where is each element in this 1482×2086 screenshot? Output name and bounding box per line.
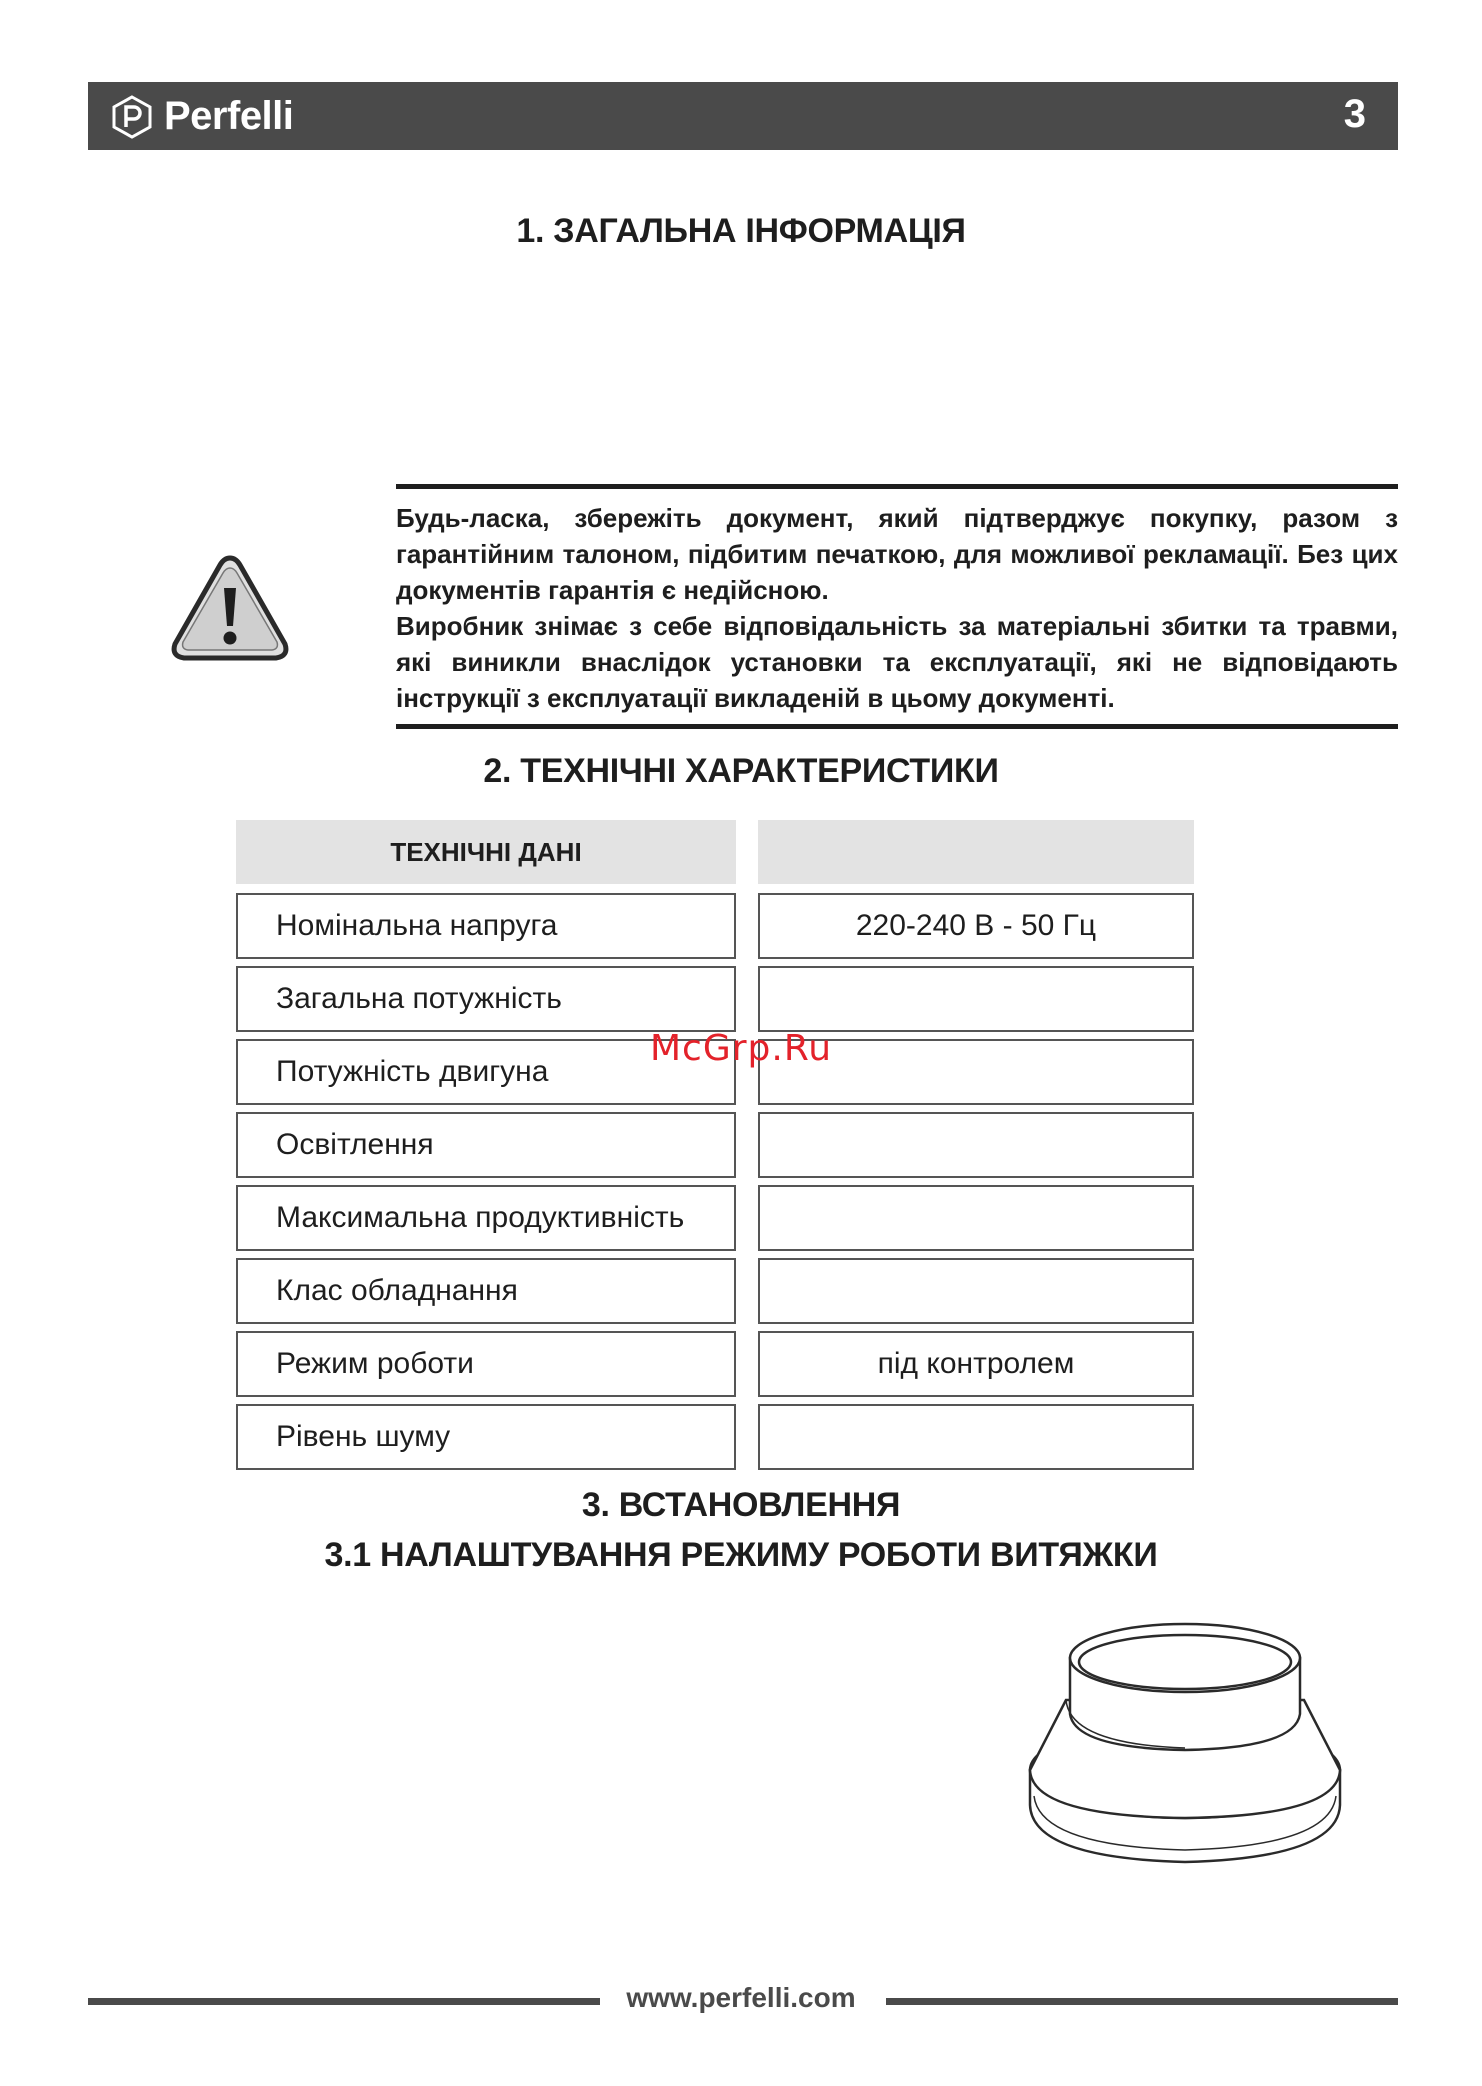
table-row — [236, 893, 1194, 959]
notice-top-rule — [396, 484, 1398, 489]
table-row — [236, 1112, 1194, 1178]
duct-adapter-illustration — [1020, 1620, 1350, 1870]
spec-label: Клас обладнання — [236, 1258, 736, 1324]
footer-rule-right — [886, 1998, 1398, 2005]
brand-logo — [110, 94, 293, 139]
table-row — [236, 1185, 1194, 1251]
notice-bottom-rule — [396, 724, 1398, 729]
notice-paragraph-2: Виробник знімає з себе відповідальність за матеріальні збитки та травми, які виникли внаслідок установки та експлуатації, які не відповідають інструкції з експлуатації викладеній в цьому документі. — [396, 611, 1398, 713]
table-row — [236, 1404, 1194, 1470]
spec-value: 220-240 В - 50 Гц — [758, 893, 1194, 959]
spec-value — [758, 1112, 1194, 1178]
table-row — [236, 1258, 1194, 1324]
notice-paragraph-1: Будь-ласка, збережіть документ, який підтверджує покупку, разом з гарантійним талоном, підбитим печаткою, для можливої рекламації. Без цих документів гарантія є недійсною. — [396, 503, 1398, 605]
spec-table-header-right — [758, 820, 1194, 884]
section1-title: 1. ЗАГАЛЬНА ІНФОРМАЦІЯ — [516, 212, 966, 250]
spec-table-header-left: ТЕХНІЧНІ ДАНІ — [236, 820, 736, 884]
perfelli-logo-icon — [110, 95, 154, 139]
header-bar — [88, 82, 1398, 150]
footer-url[interactable]: www.perfelli.com — [626, 1982, 856, 2013]
notice-text — [396, 500, 1398, 716]
spec-label: Режим роботи — [236, 1331, 736, 1397]
table-row — [236, 1331, 1194, 1397]
spec-value — [758, 1185, 1194, 1251]
watermark: McGrp.Ru — [650, 1028, 833, 1069]
table-row — [236, 966, 1194, 1032]
section2-title: 2. ТЕХНІЧНІ ХАРАКТЕРИСТИКИ — [483, 752, 999, 790]
warning-icon — [168, 552, 292, 664]
section3-title: 3. ВСТАНОВЛЕННЯ — [581, 1486, 901, 1524]
spec-label: Загальна потужність — [236, 966, 736, 1032]
spec-label: Максимальна продуктивність — [236, 1185, 736, 1251]
spec-value — [758, 966, 1194, 1032]
section3-subtitle: 3.1 НАЛАШТУВАННЯ РЕЖИМУ РОБОТИ ВИТЯЖКИ — [324, 1536, 1158, 1574]
brand-name: Perfelli — [164, 94, 294, 138]
spec-label: Номінальна напруга — [236, 893, 736, 959]
spec-value — [758, 1258, 1194, 1324]
spec-label: Освітлення — [236, 1112, 736, 1178]
spec-value: під контролем — [758, 1331, 1194, 1397]
page-number: 3 — [1343, 92, 1366, 136]
spec-value — [758, 1404, 1194, 1470]
spec-label: Рівень шуму — [236, 1404, 736, 1470]
spec-label: Потужність двигуна — [236, 1039, 736, 1105]
